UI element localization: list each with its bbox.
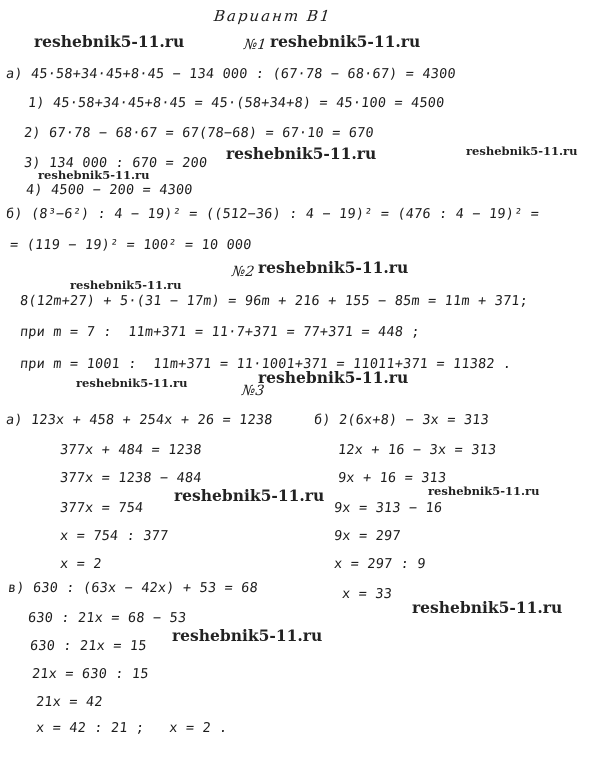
watermark: reshebnik5-11.ru	[38, 168, 150, 182]
task-1a-step-4: 4) 4500 − 200 = 4300	[25, 182, 194, 198]
task-3c-answer: x = 42 : 21 ; x = 2 .	[35, 720, 229, 736]
task-3-heading: №3	[241, 383, 266, 399]
task-1a-step-2: 2) 67·78 − 68·67 = 67(78−68) = 67·10 = 670	[23, 125, 375, 141]
task-3b-step-3: 9x = 313 − 16	[333, 500, 444, 516]
task-3a-step-1: 377x + 484 = 1238	[59, 442, 203, 458]
task-1b-result: = (119 − 19)² = 100² = 10 000	[9, 237, 253, 253]
task-3b-answer: x = 33	[341, 586, 393, 602]
task-3b-step-5: x = 297 : 9	[333, 556, 427, 572]
watermark: reshebnik5-11.ru	[270, 32, 421, 51]
watermark: reshebnik5-11.ru	[174, 486, 325, 505]
watermark: reshebnik5-11.ru	[258, 368, 409, 387]
watermark: reshebnik5-11.ru	[412, 598, 563, 617]
task-3b-step-2: 9x + 16 = 313	[337, 470, 448, 486]
watermark: reshebnik5-11.ru	[76, 376, 188, 390]
task-2-heading: №2	[231, 264, 256, 280]
watermark: reshebnik5-11.ru	[466, 144, 578, 158]
task-3a-equation: а) 123x + 458 + 254x + 26 = 1238	[5, 412, 274, 428]
watermark: reshebnik5-11.ru	[428, 484, 540, 498]
watermark: reshebnik5-11.ru	[34, 32, 185, 51]
task-2-case-m7: при m = 7 : 11m+371 = 11·7+371 = 77+371 = 448 ;	[19, 324, 421, 340]
task-3a-answer: x = 2	[59, 556, 103, 572]
task-3c-step-3: 21x = 630 : 15	[31, 666, 150, 682]
task-3a-step-3: 377x = 754	[59, 500, 145, 516]
variant-title: Вариант В1	[213, 7, 333, 25]
task-3c-step-4: 21x = 42	[35, 694, 104, 710]
task-3a-step-2: 377x = 1238 − 484	[59, 470, 203, 486]
task-3b-step-4: 9x = 297	[333, 528, 402, 544]
task-1a-step-3: 3) 134 000 : 670 = 200	[23, 155, 209, 171]
task-1b-expression: б) (8³−6²) : 4 − 19)² = ((512−36) : 4 − 19)² = (476 : 4 − 19)² =	[5, 206, 540, 222]
task-2-case-m1001: при m = 1001 : 11m+371 = 11·1001+371 = 11011+371 = 11382 .	[19, 356, 513, 372]
task-1a-expression: а) 45·58+34·45+8·45 − 134 000 : (67·78 − 68·67) = 4300	[5, 66, 457, 82]
watermark: reshebnik5-11.ru	[258, 258, 409, 277]
watermark: reshebnik5-11.ru	[70, 278, 182, 292]
task-3c-equation: в) 630 : (63x − 42x) + 53 = 68	[7, 580, 259, 596]
task-3b-equation: б) 2(6x+8) − 3x = 313	[313, 412, 490, 428]
task-3c-step-2: 630 : 21x = 15	[29, 638, 148, 654]
task-1-heading: №1	[243, 37, 268, 53]
task-3b-step-1: 12x + 16 − 3x = 313	[337, 442, 498, 458]
watermark: reshebnik5-11.ru	[226, 144, 377, 163]
watermark: reshebnik5-11.ru	[172, 626, 323, 645]
task-3c-step-1: 630 : 21x = 68 − 53	[27, 610, 188, 626]
task-3a-step-4: x = 754 : 377	[59, 528, 170, 544]
task-2-simplify: 8(12m+27) + 5·(31 − 17m) = 96m + 216 + 155 − 85m = 11m + 371;	[19, 293, 529, 309]
task-1a-step-1: 1) 45·58+34·45+8·45 = 45·(58+34+8) = 45·100 = 4500	[27, 95, 446, 111]
